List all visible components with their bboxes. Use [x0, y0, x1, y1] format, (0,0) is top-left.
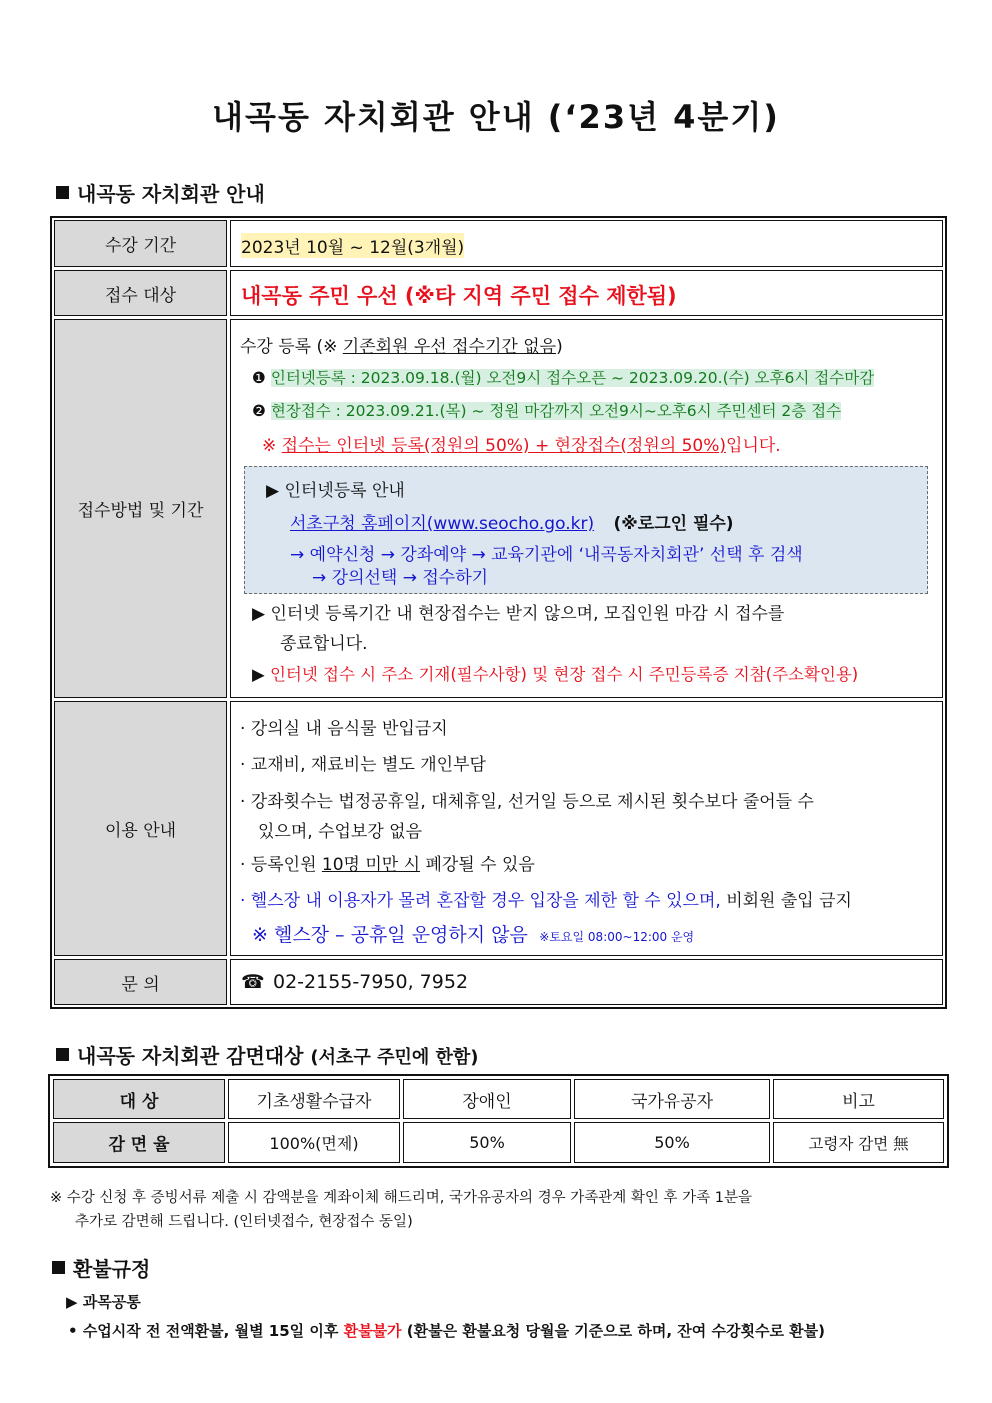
- seocho-website-link[interactable]: 서초구청 홈페이지(www.seocho.go.kr): [290, 514, 595, 534]
- contact-cell: [230, 959, 943, 1005]
- method-label: 접수방법 및 기간: [54, 319, 227, 698]
- section-heading-discount: [56, 1040, 479, 1069]
- no-refund-text: 환불불가: [343, 1322, 402, 1340]
- method-policy-2: ▶ 인터넷 접수 시 주소 기재(필수사항) 및 현장 접수 시 주민등록증 지참(주소확인용): [252, 665, 859, 684]
- square-bullet-icon: [56, 1048, 69, 1061]
- discount-header-note: 비고: [773, 1079, 944, 1119]
- usage-line-materials: · 교재비, 재료비는 별도 개인부담: [240, 755, 486, 775]
- internet-registration-text: 인터넷등록 : 2023.09.18.(월) 오전9시 접수오픈 ~ 2023.09.20.(수) 오후6시 접수마감: [270, 369, 875, 387]
- square-bullet-icon: [52, 1261, 65, 1274]
- usage-line-gym: · 헬스장 내 이용자가 몰려 혼잡할 경우 입장을 제한 할 수 있으며, 비회원 출입 금지: [240, 891, 852, 911]
- section-heading-refund: [52, 1253, 150, 1282]
- period-value: 2023년 10월 ~ 12월(3개월): [241, 233, 464, 258]
- method-note-underlined: 접수는 인터넷 등록(정원의 50%) + 현장접수(정원의 50%): [281, 436, 727, 456]
- discount-header-disabled: 장애인: [403, 1079, 571, 1119]
- discount-header-basic: 기초생활수급자: [228, 1079, 400, 1119]
- discount-header-target: 대 상: [53, 1079, 225, 1119]
- discount-value-veteran: 50%: [574, 1122, 770, 1163]
- usage-line-cancel: · 등록인원 10명 미만 시 폐강될 수 있음: [240, 855, 535, 875]
- reference-mark-icon: ※: [262, 436, 277, 456]
- refund-rule: • 수업시작 전 전액환불, 월별 15일 이후 환불불가 (환불은 환불요청 당월을 기준으로 하며, 잔여 수강횟수로 환불): [68, 1322, 825, 1340]
- period-label: 수강 기간: [54, 220, 227, 267]
- usage-line-holidays: · 강좌횟수는 법정공휴일, 대체휴일, 선거일 등으로 제시된 횟수보다 줄어들 수: [240, 792, 814, 812]
- discount-row-label: 감 면 율: [53, 1122, 225, 1163]
- discount-value-note: 고령자 감면 無: [773, 1122, 944, 1163]
- guide-path-2: → 강의선택 → 접수하기: [312, 568, 489, 588]
- login-required-text: (※로그인 필수): [613, 514, 734, 534]
- refund-subheading: ▶ 과목공통: [66, 1293, 141, 1311]
- usage-line-holidays-2: 있으며, 수업보강 없음: [258, 822, 423, 842]
- section-heading-info: [56, 178, 265, 207]
- contact-label: 문 의: [54, 959, 227, 1005]
- guide-site-row: [290, 509, 734, 534]
- target-label: 접수 대상: [54, 270, 227, 316]
- target-value: 내곡동 주민 우선 (※타 지역 주민 접수 제한됨): [241, 284, 677, 308]
- usage-line-food: · 강의실 내 음식물 반입금지: [240, 719, 448, 739]
- square-bullet-icon: [56, 186, 69, 199]
- method-intro: 수강 등록 (※ 기존회원 우선 접수기간 없음): [240, 337, 563, 357]
- section-subheading: (서초구 주민에 한함): [310, 1047, 479, 1068]
- section-heading-text: 내곡동 자치회관 안내: [77, 182, 265, 206]
- discount-header-veteran: 국가유공자: [574, 1079, 770, 1119]
- target-cell: [230, 270, 943, 316]
- footnote-line-1: ※ 수강 신청 후 증빙서류 제출 시 감액분을 계좌이체 해드리며, 국가유공자의 경우 가족관계 확인 후 가족 1분을: [50, 1190, 753, 1206]
- number-one-icon: ❶: [252, 369, 266, 387]
- contact-phone[interactable]: 02-2155-7950, 7952: [273, 971, 469, 993]
- usage-label: 이용 안내: [54, 701, 227, 956]
- section-heading-text: 환불규정: [73, 1257, 151, 1281]
- period-cell: [230, 220, 943, 267]
- discount-value-basic: 100%(면제): [228, 1122, 400, 1163]
- method-note: ※ 접수는 인터넷 등록(정원의 50%) + 현장접수(정원의 50%)입니다.: [262, 436, 781, 456]
- page-title: 내곡동 자치회관 안내 (‘23년 4분기): [212, 98, 780, 136]
- triangle-arrow-icon: ▶: [252, 604, 266, 624]
- method-intro-underlined: 기존회원 우선 접수기간 없음: [342, 337, 557, 357]
- phone-icon: ☎: [241, 971, 265, 993]
- usage-line-gym-holiday: ※ 헬스장 – 공휴일 운영하지 않음 ※토요일 08:00~12:00 운영: [252, 924, 695, 946]
- method-item-internet: [252, 366, 874, 388]
- triangle-arrow-icon: ▶: [252, 665, 265, 684]
- guide-title: ▶ 인터넷등록 안내: [266, 481, 405, 501]
- section-heading-text: 내곡동 자치회관 감면대상: [77, 1044, 304, 1068]
- footnote-line-2: 추가로 감면해 드립니다. (인터넷접수, 현장접수 동일): [75, 1214, 413, 1230]
- method-policy-1: ▶ 인터넷 등록기간 내 현장접수는 받지 않으며, 모집인원 마감 시 접수를: [252, 604, 785, 624]
- number-two-icon: ❷: [252, 402, 266, 420]
- guide-path-1: → 예약신청 → 강좌예약 → 교육기관에 ‘내곡동자치회관’ 선택 후 검색: [290, 545, 803, 565]
- min-enrollment-text: 10명 미만 시: [321, 855, 421, 875]
- saturday-hours-text: ※토요일 08:00~12:00 운영: [539, 930, 695, 944]
- method-item-onsite: [252, 399, 841, 421]
- method-policy-1b: 종료합니다.: [280, 634, 368, 654]
- onsite-registration-text: 현장접수 : 2023.09.21.(목) ~ 정원 마감까지 오전9시~오후6시 주민센터 2층 접수: [270, 402, 842, 420]
- discount-value-disabled: 50%: [403, 1122, 571, 1163]
